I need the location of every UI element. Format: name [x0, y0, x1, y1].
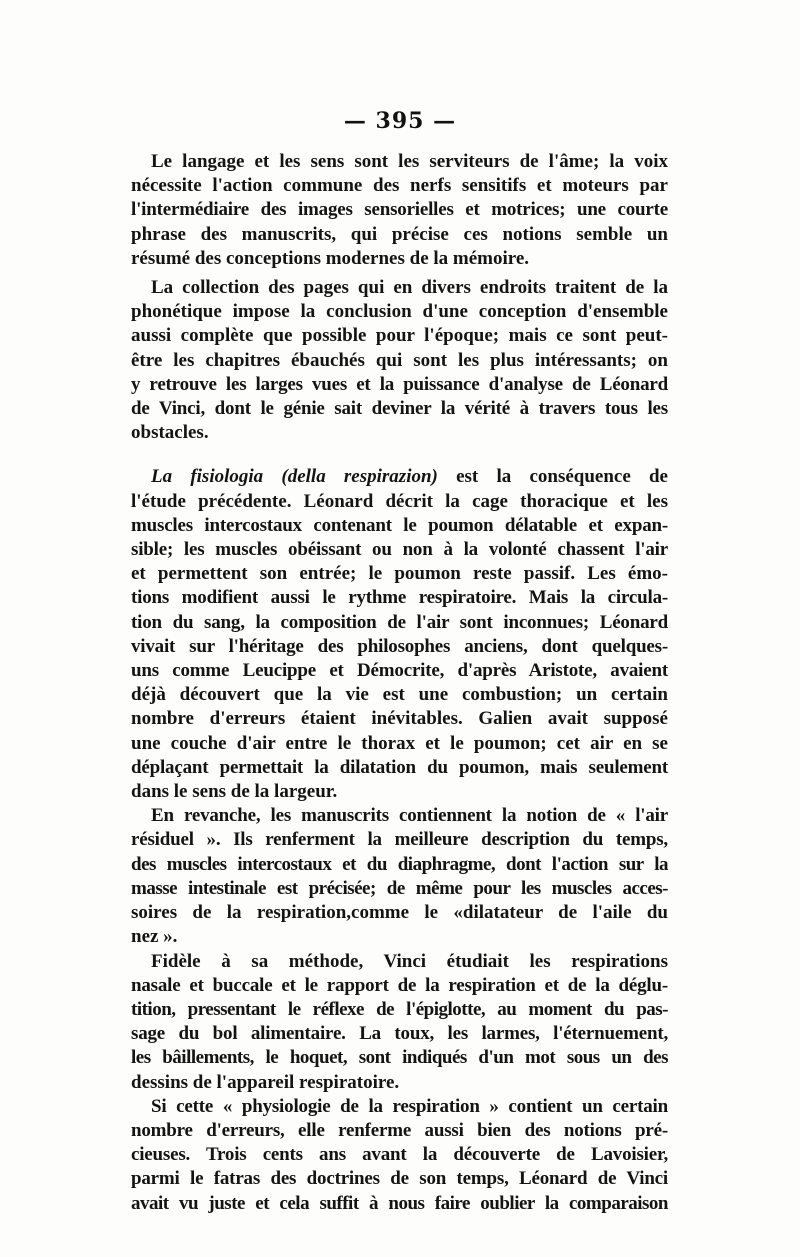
text-line: déjà découvert que la vie est une combustion; un certain [131, 684, 668, 706]
text-line: aussi complète que possible pour l'époque; mais ce sont peut- [131, 325, 668, 347]
text-line: être les chapitres ébauchés qui sont les plus intéressants; on [131, 349, 668, 371]
text-line: nasale et buccale et le rapport de la respiration et de la déglu- [131, 974, 668, 996]
text-line: tion du sang, la composition de l'air sont inconnues; Léonard [131, 611, 668, 633]
paragraph-2 [131, 276, 668, 445]
text-line: y retrouve les larges vues et la puissance d'analyse de Léonard [131, 373, 668, 395]
text-line: cieuses. Trois cents ans avant la découverte de Lavoisier, [131, 1144, 668, 1166]
text-line: nombre d'erreurs étaient inévitables. Galien avait supposé [131, 708, 668, 730]
text-line: Le langage et les sens sont les serviteurs de l'âme; la voix [151, 151, 668, 172]
paragraph-3 [131, 465, 668, 804]
text-line: avait vu juste et cela suffit à nous faire oublier la comparaison [131, 1192, 668, 1214]
text-line: nombre d'erreurs, elle renferme aussi bien des notions pré- [131, 1119, 668, 1141]
text-line: Si cette « physiologie de la respiration » contient un certain [151, 1095, 668, 1117]
text-line: résumé des conceptions modernes de la mémoire. [131, 247, 530, 269]
text-line: des muscles intercostaux et du diaphragme, dont l'action sur la [131, 853, 668, 875]
text-line: vivait sur l'héritage des philosophes anciens, dont quelques- [131, 635, 668, 657]
paragraph-6 [131, 1095, 668, 1216]
text-line: de Vinci, dont le génie sait deviner la vérité à travers tous les [131, 398, 668, 420]
text-line: obstacles. [131, 422, 209, 444]
text-line: parmi le fatras des doctrines de son temps, Léonard de Vinci [131, 1168, 668, 1190]
text-line: dessins de l'appareil respiratoire. [131, 1071, 400, 1093]
text-line: et permettent son entrée; le poumon reste passif. Les émo- [131, 563, 668, 585]
page-number: — 395 — [343, 108, 457, 134]
paragraph-1 [131, 150, 668, 271]
text-line: les bâillements, le hoquet, sont indiqués d'un mot sous un des [131, 1047, 668, 1069]
text-line: sage du bol alimentaire. La toux, les larmes, l'éternuement, [131, 1023, 668, 1045]
text-line: nez ». [131, 926, 178, 948]
paragraph-4 [131, 804, 668, 949]
text-line: Fidèle à sa méthode, Vinci étudiait les respirations [151, 950, 668, 972]
text-line: résiduel ». Ils renferment la meilleure description du temps, [131, 829, 668, 851]
text-line: En revanche, les manuscrits contiennent la notion de « l'air [151, 805, 668, 827]
text-line: uns comme Leucippe et Démocrite, d'après Aristote, avaient [131, 660, 668, 682]
paragraph-5 [131, 950, 668, 1095]
text-line: tition, pressentant le réflexe de l'épiglotte, au moment du pas- [131, 998, 668, 1020]
text-line: masse intestinale est précisée; de même pour les muscles acces- [131, 877, 668, 899]
treatise-title: La fisiologia (della respirazion) [151, 466, 438, 488]
text-line: l'étude précédente. Léonard décrit la cage thoracique et les [131, 490, 668, 512]
text-span: est la conséquence de [437, 466, 668, 488]
text-line: l'intermédiaire des images sensorielles et motrices; une courte [131, 199, 668, 221]
text-line: nécessite l'action commune des nerfs sensitifs et moteurs par [131, 175, 668, 197]
body-text [131, 150, 668, 1216]
text-line: dans le sens de la largeur. [131, 781, 338, 803]
text-line: La collection des pages qui en divers endroits traitent de la [151, 277, 668, 299]
text-line: déplaçant permettait la dilatation du poumon, mais seulement [131, 756, 668, 778]
text-line: sible; les muscles obéissant ou non à la volonté chassent l'air [131, 539, 668, 561]
text-line: une couche d'air entre le thorax et le poumon; cet air en se [131, 732, 668, 754]
text-line: muscles intercostaux contenant le poumon délatable et expan- [131, 514, 668, 536]
text-line: phonétique impose la conclusion d'une conception d'ensemble [131, 301, 668, 323]
text-line: tions modifient aussi le rythme respiratoire. Mais la circula- [131, 587, 668, 609]
text-line: phrase des manuscrits, qui précise ces notions semble un [131, 223, 668, 245]
text-line [131, 465, 668, 489]
text-line: soires de la respiration,comme le «dilatateur de l'aile du [131, 902, 668, 924]
